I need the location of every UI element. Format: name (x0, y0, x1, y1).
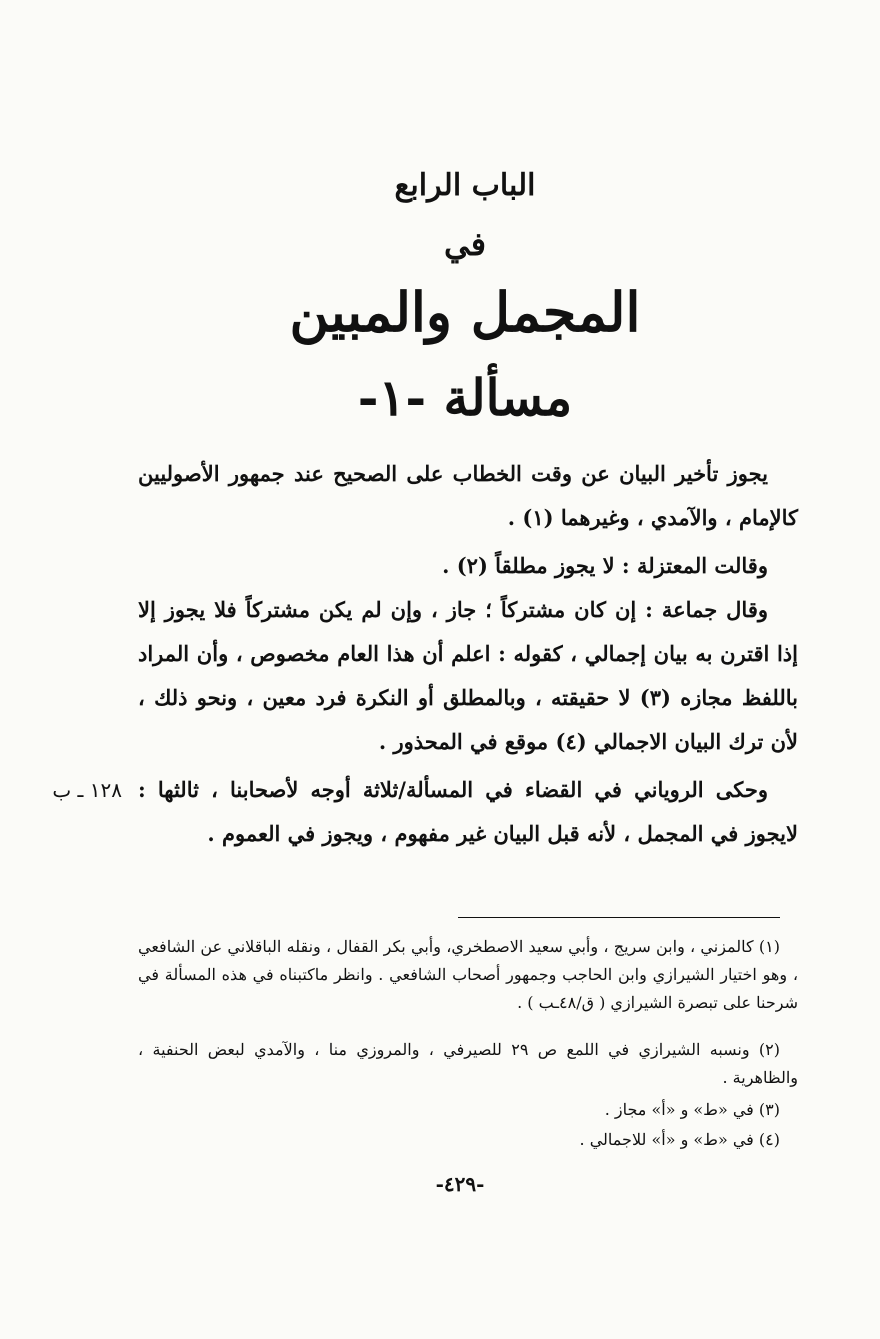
footnote-divider (458, 917, 780, 918)
chapter-subject: المجمل والمبين (289, 280, 641, 344)
paragraph-3: وقال جماعة : إن كان مشتركاً ؛ جاز ، وإن لم يكن مشتركاً فلا يجوز إلا إذا اقترن به بيان إجمالي ، كقوله : اعلم أن هذا العام مخصوص ، وأن المراد باللفظ مجازه (٣) لا حقيقته ، وبالمطلق أو النكرة فرد معين ، ونحو ذلك ، لأن ترك البيان الاجمالي (٤) موقع في المحذور . (138, 597, 798, 754)
footnote-2: (٢) ونسبه الشيرازي في اللمع ص ٢٩ للصيرفي ، والمروزي منا ، والآمدي لبعض الحنفية ، والظاهرية . (138, 1040, 798, 1087)
page-number: -٤٢٩- (435, 1172, 485, 1196)
footnote-4: (٤) في «ط» و «أ» للاجمالي . (579, 1130, 780, 1149)
paragraph-1: يجوز تأخير البيان عن وقت الخطاب على الصحيح عند جمهور الأصوليين كالإمام ، والآمدي ، وغيرهما (١) . (138, 461, 798, 530)
paragraph-2: وقالت المعتزلة : لا يجوز مطلقاً (٢) . (442, 553, 768, 578)
chapter-title: الباب الرابع (394, 168, 536, 203)
footnote-3: (٣) في «ط» و «أ» مجاز . (604, 1100, 780, 1119)
chapter-preposition: في (444, 225, 486, 263)
issue-heading: مسألة -١- (357, 368, 573, 427)
manuscript-folio-note: ١٢٨ ـ ب (52, 778, 122, 802)
footnote-1: (١) كالمزني ، وابن سريج ، وأبي سعيد الاصطخري، وأبي بكر القفال ، ونقله الباقلاني عن الشافعي ، وهو اختيار الشيرازي وابن الحاجب وجمهور أصحاب الشافعي . وانظر ماكتبناه في هذه المسألة في شرحنا على تبصرة الشيرازي ( ق/٤٨ـب ) . (138, 937, 798, 1012)
paragraph-4: وحكى الروياني في القضاء في المسألة/ثلاثة أوجه لأصحابنا ، ثالثها : لايجوز في المجمل ، لأنه قبل البيان غير مفهوم ، ويجوز في العموم . (138, 777, 798, 846)
